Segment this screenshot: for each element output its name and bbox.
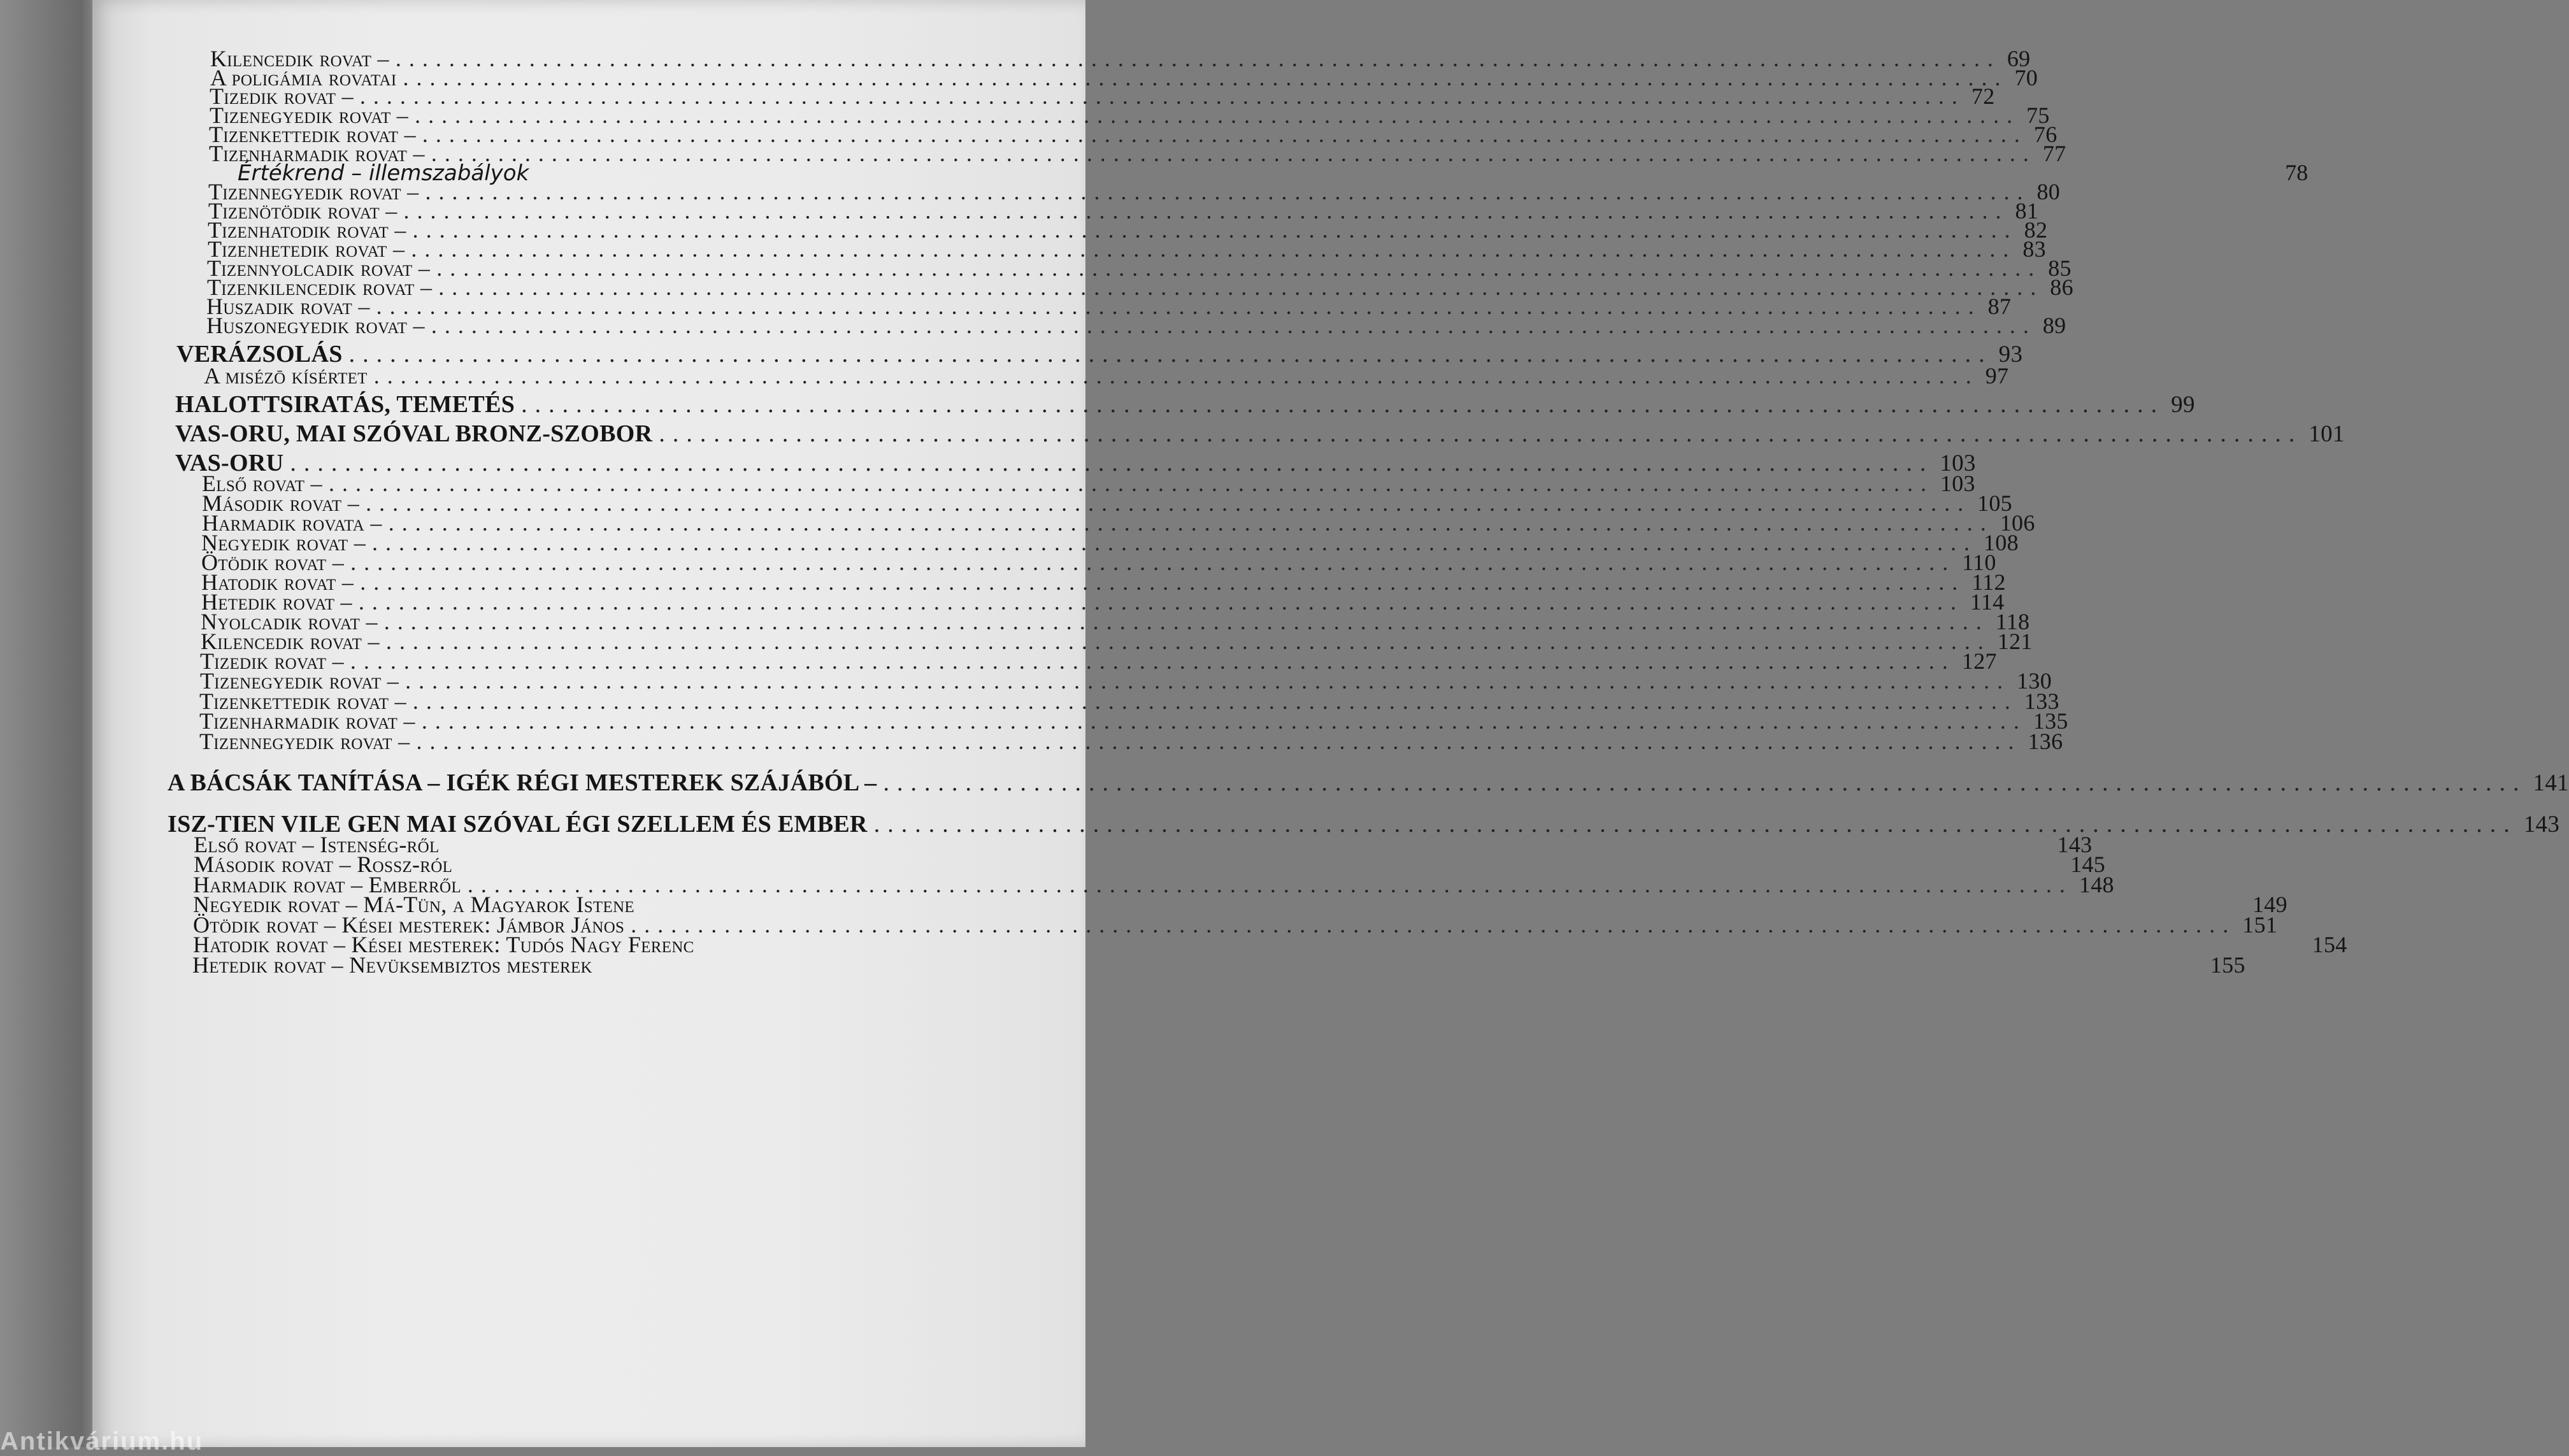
toc-entry-page: 133: [2024, 689, 2059, 714]
toc-entry: [192, 952, 2245, 978]
toc-entry-label: Huszonegyedik rovat –: [206, 313, 425, 338]
dot-leader: ........................................................................................................................: [422, 122, 2028, 147]
toc-entry-page: 69: [2007, 46, 2031, 71]
toc-entry-page: 151: [2242, 912, 2278, 938]
toc-entry-page: 83: [2022, 236, 2046, 262]
toc-entry-label: Tizenhatodik rovat –: [208, 217, 406, 243]
dot-leader: ........................................................................................................................: [431, 313, 2036, 338]
toc-entry-page: 145: [2070, 852, 2106, 877]
toc-section-label: VAS-ORU: [175, 450, 284, 476]
toc-entry-page: 118: [1995, 609, 2030, 634]
dot-leader: ........................................................................................................................: [376, 294, 1982, 319]
dot-leader: ........................................................................................................................: [383, 609, 1989, 634]
dot-leader: ........................................................................................................................: [385, 629, 1991, 654]
toc-entry-label: Tizennegyedik rovat –: [208, 179, 419, 204]
toc-entry-label: Tizenharmadik rovat –: [199, 708, 415, 734]
toc-entry-page: 75: [2026, 103, 2050, 128]
toc-entry-label: Hatodik rovat –: [201, 569, 354, 595]
toc-entry-page: 85: [2048, 255, 2072, 281]
toc-entry-page: 86: [2050, 275, 2073, 300]
toc-entry-label: Hetedik rovat –: [201, 589, 352, 615]
toc-entry-label: Tizenkilencedik rovat –: [207, 275, 433, 300]
toc-entry: [206, 312, 2066, 339]
toc-section-page: 143: [2523, 811, 2560, 838]
toc-section-page: 101: [2308, 421, 2345, 447]
toc-entry-page: 78: [2285, 160, 2308, 185]
toc-entry-page: 136: [2028, 729, 2063, 754]
dot-leader: ........................................................................................................................: [359, 83, 1965, 109]
toc-entry-label: Hatodik rovat – Kései mesterek: Tudós Nagy Ferenc: [193, 932, 694, 957]
toc-entry-label: Nyolcadik rovat –: [201, 609, 378, 634]
dot-leader: ........................................................................................................................: [372, 530, 1977, 555]
dot-leader: ........................................................................................................................: [431, 141, 2036, 166]
toc-entry-label: Tizenegyedik rovat –: [210, 103, 409, 128]
toc-entry-page: 70: [2014, 65, 2038, 90]
toc-entry-page: 112: [1971, 569, 2006, 595]
toc-entry-label: Negyedik rovat –: [201, 530, 366, 555]
book-spine-shadow: [0, 0, 96, 1447]
dot-leader: ........................................................................................................................: [348, 341, 1993, 368]
toc-entry-label: Tizenharmadik rovat –: [209, 141, 425, 166]
toc-entry-label: Második rovat –: [202, 490, 360, 516]
toc-entry-page: 77: [2042, 141, 2066, 166]
toc-section-heading: [175, 420, 2345, 448]
dot-leader: ........................................................................................................................: [416, 729, 2022, 754]
dot-leader: ........................................................................................................................: [328, 471, 1934, 496]
toc-entry-label: A poligámia rovatai: [210, 65, 397, 90]
toc-section-page: 103: [1940, 450, 1976, 476]
toc-entry-page: 135: [2033, 708, 2068, 734]
book-page: [92, 0, 2569, 1447]
toc-entry-label: Harmadik rovat – Emberről: [193, 872, 461, 897]
dot-leader: ........................................................................................................................: [388, 510, 1994, 536]
toc-section-page: 99: [2171, 392, 2195, 418]
toc-entry-label: Ötödik rovat – Kései mesterek: Jámbor János: [193, 912, 625, 938]
toc-entry-page: 89: [2042, 313, 2066, 338]
toc-entry-label: Tizenötödik rovat –: [208, 198, 397, 224]
toc-entry-page: 114: [1970, 589, 2005, 615]
toc-entry-page: 76: [2033, 122, 2057, 147]
toc-entry-page: 143: [2057, 832, 2093, 857]
toc-entry-page: 154: [2312, 932, 2347, 957]
dot-leader: ........................................................................................................................: [412, 689, 2018, 714]
toc-entry: [199, 728, 2063, 755]
dot-leader: ........................................................................................................................: [425, 179, 2031, 204]
toc-entry: [204, 362, 2009, 389]
dot-leader: ........................................................................................................................: [521, 391, 2165, 418]
toc-entry-label: Értékrend – illemszabályok: [238, 161, 529, 186]
dot-leader: [599, 952, 2204, 978]
toc-section-label: A BÁCSÁK TANÍTÁSA – IGÉK RÉGI MESTEREK SZÁJÁBÓL –: [168, 769, 877, 796]
toc-entry-page: 97: [1985, 363, 2009, 389]
dot-leader: ........................................................................................................................: [438, 275, 2044, 300]
toc-entry-page: 121: [1997, 629, 2033, 654]
dot-leader: ........................................................................................................................: [659, 420, 2303, 447]
toc-entry-label: Harmadik rovata –: [202, 510, 382, 536]
toc-entry-page: 148: [2079, 872, 2114, 897]
toc-entry-label: Tizenkettedik rovat –: [199, 689, 406, 714]
toc-entry-label: Tizenkettedik rovat –: [209, 122, 416, 147]
dot-leader: ........................................................................................................................: [467, 872, 2073, 897]
toc-entry-label: Első rovat –: [202, 471, 322, 496]
dot-leader: ........................................................................................................................: [436, 255, 2042, 281]
toc-entry-label: Tizennegyedik rovat –: [199, 729, 410, 754]
watermark: Antikvárium.hu: [0, 1427, 204, 1455]
toc-entry-page: 108: [1984, 530, 2019, 555]
dot-leader: ........................................................................................................................: [411, 236, 2017, 262]
dot-leader: ........................................................................................................................: [412, 217, 2018, 243]
dot-leader: ........................................................................................................................: [360, 569, 1966, 595]
toc-entry-label: Tizedik rovat –: [210, 83, 354, 109]
toc-entry-page: 127: [1961, 648, 1997, 674]
toc-entry-label: Tizenhetedik rovat –: [208, 236, 405, 262]
toc-entry-page: 87: [1987, 294, 2012, 319]
toc-section-page: 141: [2533, 770, 2569, 796]
dot-leader: ........................................................................................................................: [350, 550, 1956, 575]
toc-entry-page: 72: [1971, 83, 1995, 109]
dot-leader: ........................................................................................................................: [421, 708, 2027, 734]
dot-leader: ........................................................................................................................: [290, 450, 1934, 476]
toc-entry-label: Negyedik rovat – Má-Tün, a Magyarok Istene: [193, 892, 634, 917]
toc-entry-page: 110: [1962, 550, 1996, 575]
toc-section-label: VAS-ORU, MAI SZÓVAL BRONZ-SZOBOR: [175, 420, 653, 447]
toc-entry-page: 105: [1977, 490, 2012, 516]
toc-entry-label: Huszadik rovat –: [206, 294, 370, 319]
toc-section-label: HALOTTSIRATÁS, TEMETÉS: [175, 391, 515, 418]
dot-leader: ........................................................................................................................: [631, 912, 2236, 938]
toc-section-label: ISZ-TIEN VILE GEN MAI SZÓVAL ÉGI SZELLEM ÉS EMBER: [168, 811, 868, 838]
dot-leader: ........................................................................................................................: [403, 65, 2008, 90]
toc-entry-label: Első rovat – Istenség-ről: [194, 832, 440, 857]
toc-entry-label: Tizedik rovat –: [200, 648, 344, 674]
toc-entry-label: Második rovat – Rossz-ról: [194, 852, 453, 877]
dot-leader: ........................................................................................................................: [415, 103, 2021, 128]
toc-entry-page: 155: [2210, 952, 2245, 978]
toc-entry-label: Hetedik rovat – Nevüksembiztos mesterek: [192, 952, 592, 978]
toc-entry-label: Kilencedik rovat –: [210, 46, 389, 71]
dot-leader: ........................................................................................................................: [883, 769, 2527, 796]
toc-entry-label: Ötödik rovat –: [201, 550, 345, 575]
dot-leader: ........................................................................................................................: [405, 668, 2011, 694]
toc-entry-label: Kilencedik rovat –: [201, 629, 380, 654]
dot-leader: ........................................................................................................................: [366, 490, 1971, 516]
dot-leader: ........................................................................................................................: [395, 46, 2001, 71]
dot-leader: ........................................................................................................................: [873, 811, 2517, 838]
toc-section-heading: [175, 390, 2195, 418]
toc-entry-page: 130: [2017, 668, 2052, 694]
dot-leader: ........................................................................................................................: [350, 648, 1956, 674]
toc-entry-page: 103: [1940, 471, 1975, 496]
toc-entry-page: 82: [2024, 217, 2048, 243]
toc-section-label: VERÁZSOLÁS: [176, 341, 343, 368]
toc-entry-label: Tizenegyedik rovat –: [200, 668, 399, 694]
dot-leader: ........................................................................................................................: [358, 589, 1964, 615]
toc-entry-label: Tizennyolcadik rovat –: [207, 255, 431, 281]
dot-leader: ........................................................................................................................: [373, 363, 1979, 389]
toc-entry-page: 81: [2015, 198, 2039, 224]
dot-leader: ........................................................................................................................: [403, 198, 2009, 224]
toc-entry-page: 106: [2000, 510, 2035, 536]
toc-section-page: 93: [1998, 341, 2023, 368]
toc-entry-page: 149: [2252, 892, 2287, 917]
toc-entry-page: 80: [2036, 179, 2061, 204]
toc-section-heading: [168, 769, 2569, 797]
toc-entry-label: A misézō kísértet: [204, 363, 368, 389]
